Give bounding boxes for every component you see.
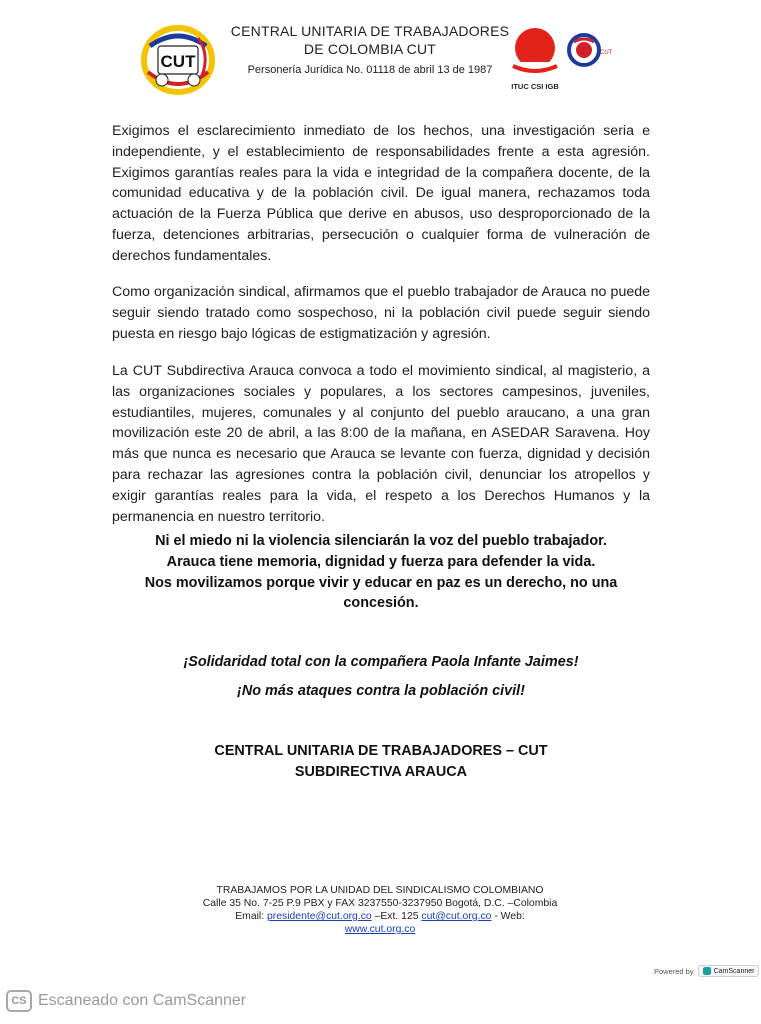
camscanner-badge	[698, 965, 760, 977]
ituc-caption: ITUC CSI IGB	[511, 82, 559, 91]
camscanner-mini-icon	[703, 967, 711, 975]
paragraph-union-stance: Como organización sindical, afirmamos que el pueblo trabajador de Arauca no puede seguir siendo tratado como sospechoso, ni la población civil puede seguir siendo puesta en riesgo bajo lógicas de estigmatización y agresión.	[112, 284, 650, 342]
svg-text:CUT: CUT	[160, 52, 196, 71]
powered-by-label: Powered by	[654, 966, 694, 976]
email-president-link[interactable]: presidente@cut.org.co	[267, 911, 372, 922]
camscanner-watermark	[6, 990, 246, 1012]
closing-line-3: Nos movilizamos porque vivir y educar en paz es un derecho, no una concesión.	[144, 574, 618, 612]
solidarity-line: ¡Solidaridad total con la compañera Paola Infante Jaimes!	[183, 654, 579, 670]
footer-address: Calle 35 No. 7-25 P.9 PBX y FAX 3237550-3237950 Bogotá, D.C. –Colombia	[202, 898, 558, 909]
footer-motto: TRABAJAMOS POR LA UNIDAD DEL SINDICALISMO COLOMBIANO	[216, 885, 544, 896]
watermark-text: Escaneado con CamScanner	[38, 992, 247, 1009]
cut-logo-icon	[140, 24, 216, 96]
footer	[150, 884, 610, 936]
no-more-attacks-line: ¡No más ataques contra la población civil!	[237, 683, 525, 699]
extension: –Ext. 125	[374, 911, 419, 922]
paragraph-mobilization-call: La CUT Subdirectiva Arauca convoca a todo el movimiento sindical, al magisterio, a las organizaciones sociales y populares, a los sectores campesinos, juveniles, estudiantiles, mujeres, comunales y al conjunto del pueblo araucano, a una gran movilización este 20 de abril, a las 8:00 de la mañana, en ASEDAR Saravena. Hoy más que nunca es necesario que Arauca se levante con fuerza, dignidad y decisión para rechazar las agresiones contra la población civil, denunciar los atropellos y exigir garantías reales para la vida, el respeto a los Derechos Humanos y la permanencia en nuestro territorio.	[112, 363, 650, 525]
letterhead	[0, 0, 761, 110]
letterhead-title-block	[220, 22, 520, 78]
org-name-line2: DE COLOMBIA CUT	[303, 41, 437, 57]
camscanner-icon: CS	[6, 990, 32, 1012]
paragraph-demands: Exigimos el esclarecimiento inmediato de los hechos, una investigación seria e independiente, y el establecimiento de responsabilidades frente a esta agresión. Exigimos garantías reales para la vida e integridad de la compañera docente, de la comunidad educativa y de la población civil. De igual manera, rechazamos toda actuación de la Fuerza Pública que derive en abusos, uso desproporcionado de la fuerza, detenciones arbitrarias, persecución o cualquier forma de vulneración de derechos fundamentales.	[112, 123, 650, 264]
web-label: - Web:	[494, 911, 525, 922]
ituc-logo	[505, 26, 565, 92]
legal-registration: Personería Jurídica No. 01118 de abril 13 de 1987	[247, 64, 493, 76]
ituc-emblem-icon	[505, 26, 565, 82]
footer-contact	[150, 910, 610, 923]
signature-org: CENTRAL UNITARIA DE TRABAJADORES – CUT	[214, 743, 548, 759]
org-name-line1: CENTRAL UNITARIA DE TRABAJADORES	[230, 23, 510, 39]
signature-branch: SUBDIRECTIVA ARAUCA	[294, 763, 468, 780]
powered-by-camscanner	[654, 965, 759, 977]
closing-statement	[112, 531, 650, 614]
closing-line-1: Ni el miedo ni la violencia silenciarán la voz del pueblo trabajador.	[155, 533, 607, 549]
svg-text:CUT: CUT	[600, 50, 613, 56]
email-label: Email:	[235, 911, 265, 922]
cut-globe-logo-icon	[566, 32, 613, 68]
website-link[interactable]: www.cut.org.co	[344, 924, 416, 935]
camscanner-badge-label: CamScanner	[713, 967, 755, 975]
email-cut-link[interactable]: cut@cut.org.co	[421, 911, 492, 922]
closing-line-2: Arauca tiene memoria, dignidad y fuerza para defender la vida.	[166, 553, 596, 570]
signature-block	[112, 741, 650, 783]
